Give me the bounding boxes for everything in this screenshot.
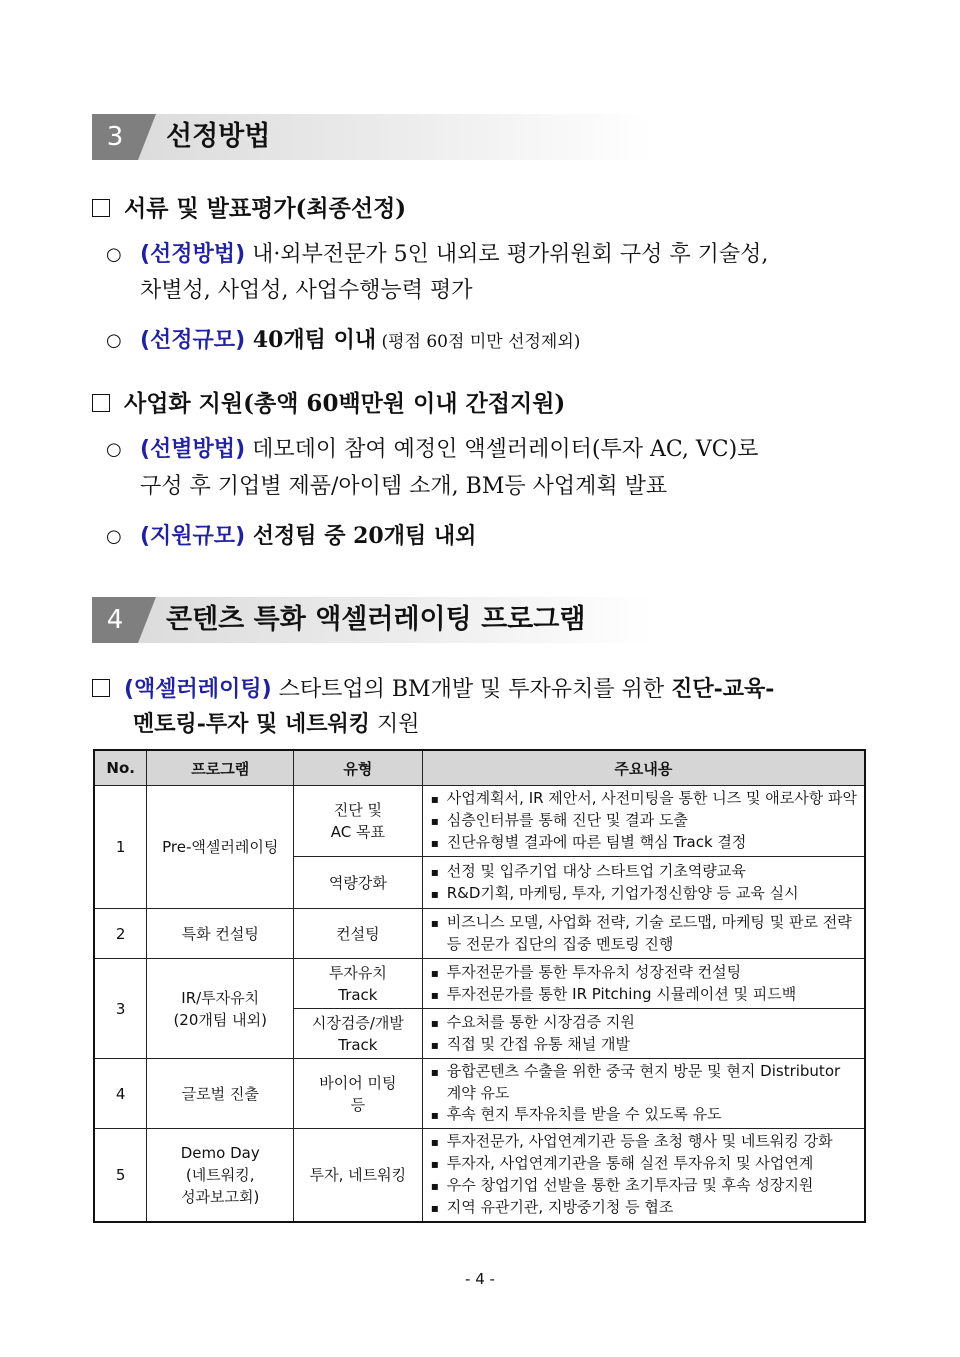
content-bullet: ▪ 투자전문가를 통한 IR Pitching 시뮬레이션 및 피드백 <box>431 984 858 1006</box>
row-type: 투자, 네트워킹 <box>294 1129 423 1223</box>
item-text: 내·외부전문가 5인 내외로 평가위원회 구성 후 기술성, <box>245 242 769 267</box>
section-4-intro <box>92 672 774 703</box>
table-body <box>94 786 865 1223</box>
circle-bullet-icon: ○ <box>106 439 122 460</box>
checkbox-square-icon <box>92 394 110 412</box>
row-content <box>422 1129 865 1223</box>
table-row <box>94 786 865 857</box>
group-2-heading <box>92 385 565 418</box>
row-content <box>422 1059 865 1129</box>
header-program: 프로그램 <box>147 750 294 786</box>
row-program: IR/투자유치 (20개팀 내외) <box>147 959 294 1059</box>
section-3-title: 선정방법 <box>166 121 271 152</box>
row-program: Pre-액셀러레이팅 <box>147 786 294 909</box>
content-bullet: ▪ R&D기획, 마케팅, 투자, 기업가정신함양 등 교육 실시 <box>431 883 858 905</box>
row-program: 특화 컨설팅 <box>147 909 294 959</box>
row-program: Demo Day (네트워킹, 성과보고회) <box>147 1129 294 1223</box>
item-text-small: (평점 60점 미만 선정제외) <box>376 332 581 352</box>
content-bullet: ▪ 투자전문가, 사업연계기관 등을 초청 행사 및 네트워킹 강화 <box>431 1131 858 1153</box>
header-content: 주요내용 <box>422 750 865 786</box>
table-header-row <box>94 750 865 786</box>
item-text-bold: 선정팀 중 20개팀 내외 <box>245 523 477 549</box>
checkbox-square-icon <box>92 199 110 217</box>
row-content <box>422 909 865 959</box>
section-4-intro-cont <box>133 706 419 743</box>
page-number: - 4 - <box>465 1270 495 1288</box>
circle-bullet-icon: ○ <box>106 330 122 351</box>
group-1-heading-bold: 서류 및 발표평가 <box>124 195 296 222</box>
row-content <box>422 786 865 857</box>
group-2-heading-bold: 사업화 지원 <box>124 390 244 417</box>
section-4-header <box>92 597 652 643</box>
checkbox-square-icon <box>92 679 110 697</box>
intro-text-bold: 진단-교육- <box>671 676 775 702</box>
intro-text: 스타트업의 BM개발 및 투자유치를 위한 <box>271 677 672 702</box>
section-4-wedge <box>138 597 156 643</box>
content-bullet: ▪ 우수 창업기업 선발을 통한 초기투자금 및 후속 성장지원 <box>431 1175 858 1197</box>
content-bullet: ▪ 진단유형별 결과에 따른 팀별 핵심 Track 결정 <box>431 832 858 854</box>
group-2-item-1-cont: 구성 후 기업별 제품/아이템 소개, BM등 사업계획 발표 <box>140 474 668 499</box>
group-2-item-2 <box>106 518 868 555</box>
content-bullet: ▪ 수요처를 통한 시장검증 지원 <box>431 1012 858 1034</box>
content-bullet: ▪ 지역 유관기관, 지방중기청 등 협조 <box>431 1197 858 1219</box>
row-type: 투자유치 Track <box>294 959 423 1009</box>
section-4-number: 4 <box>92 597 138 643</box>
item-label: (선정규모) <box>140 328 246 353</box>
group-2-heading-paren: (총액 60백만원 이내 간접지원) <box>243 390 566 417</box>
content-bullet: ▪ 사업계획서, IR 제안서, 사전미팅을 통한 니즈 및 애로사항 파악 <box>431 788 858 810</box>
item-text: 데모데이 참여 예정인 액셀러레이터(투자 AC, VC)로 <box>245 437 759 462</box>
table-row <box>94 959 865 1009</box>
table-row <box>94 1059 865 1129</box>
item-label: (선정방법) <box>140 242 246 267</box>
header-type: 유형 <box>294 750 423 786</box>
content-bullet: ▪ 투자전문가를 통한 투자유치 성장전략 컨설팅 <box>431 962 858 984</box>
row-no: 2 <box>94 909 147 959</box>
section-3-wedge <box>138 114 156 160</box>
table-row <box>94 909 865 959</box>
content-bullet: ▪ 비즈니스 모델, 사업화 전략, 기술 로드맵, 마케팅 및 판로 전략 등 전문가 집단의 집중 멘토링 진행 <box>431 912 858 955</box>
row-content <box>422 1009 865 1059</box>
row-type: 컨설팅 <box>294 909 423 959</box>
content-bullet: ▪ 투자자, 사업연계기관을 통해 실전 투자유치 및 사업연계 <box>431 1153 858 1175</box>
content-bullet: ▪ 융합콘텐츠 수출을 위한 중국 현지 방문 및 현지 Distributor 계약 유도 <box>431 1061 858 1104</box>
row-content <box>422 857 865 909</box>
row-no: 5 <box>94 1129 147 1223</box>
group-2-item-1 <box>106 432 868 468</box>
item-label: (지원규모) <box>140 524 246 549</box>
section-3-header <box>92 114 652 160</box>
intro-cont: 지원 <box>369 712 420 737</box>
group-1-item-1-cont: 차별성, 사업성, 사업수행능력 평가 <box>140 278 473 303</box>
content-bullet: ▪ 심층인터뷰를 통해 진단 및 결과 도출 <box>431 810 858 832</box>
content-bullet: ▪ 직접 및 간접 유통 채널 개발 <box>431 1034 858 1056</box>
table-row <box>94 1129 865 1223</box>
circle-bullet-icon: ○ <box>106 244 122 265</box>
program-table <box>93 749 866 1223</box>
row-no: 4 <box>94 1059 147 1129</box>
header-no: No. <box>94 750 147 786</box>
row-no: 1 <box>94 786 147 909</box>
section-4-title: 콘텐츠 특화 액셀러레이팅 프로그램 <box>166 604 586 635</box>
row-no: 3 <box>94 959 147 1059</box>
item-text-bold: 40개팀 이내 <box>245 327 377 353</box>
content-bullet: ▪ 선정 및 입주기업 대상 스타트업 기초역량교육 <box>431 861 858 883</box>
item-label: (선별방법) <box>140 437 246 462</box>
group-1-heading <box>92 190 406 223</box>
row-type: 역량강화 <box>294 857 423 909</box>
row-program: 글로벌 진출 <box>147 1059 294 1129</box>
intro-label: (액셀러레이팅) <box>124 677 272 702</box>
intro-cont-bold: 멘토링-투자 및 네트워킹 <box>133 711 370 737</box>
row-content <box>422 959 865 1009</box>
row-type: 진단 및 AC 목표 <box>294 786 423 857</box>
group-1-item-1 <box>106 237 868 273</box>
row-type: 시장검증/개발 Track <box>294 1009 423 1059</box>
group-1-item-2 <box>106 322 868 360</box>
content-bullet: ▪ 후속 현지 투자유치를 받을 수 있도록 유도 <box>431 1104 858 1126</box>
row-type: 바이어 미팅 등 <box>294 1059 423 1129</box>
section-3-number: 3 <box>92 114 138 160</box>
circle-bullet-icon: ○ <box>106 526 122 547</box>
group-1-heading-paren: (최종선정) <box>295 195 407 222</box>
